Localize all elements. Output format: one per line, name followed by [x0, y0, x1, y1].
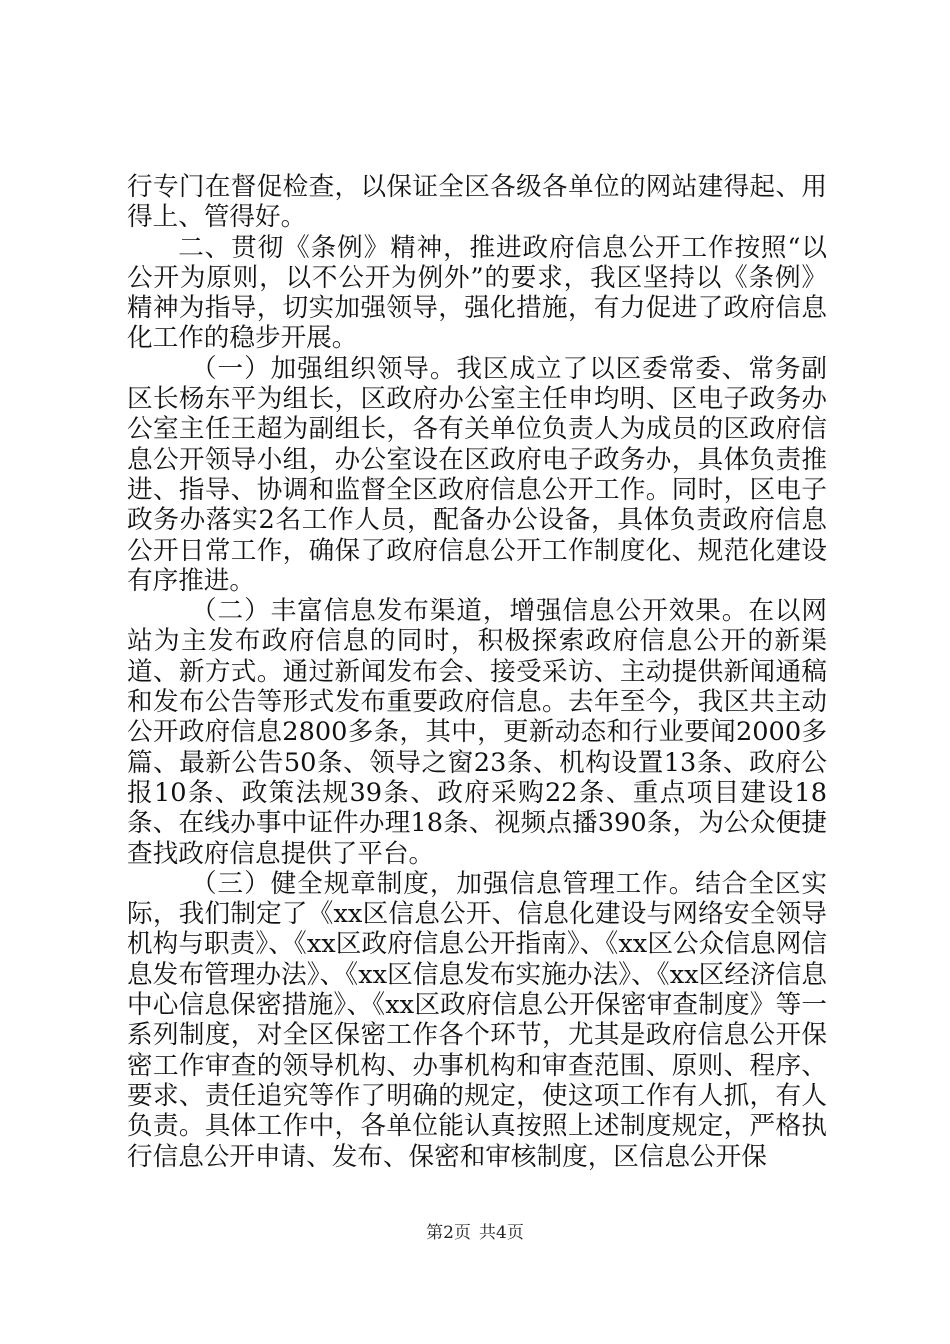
- paragraph-item-one: （一）加强组织领导。我区成立了以区委常委、常务副区长杨东平为组长，区政府办公室主任申均明、区电子政务办公室主任王超为副组长，各有关单位负责人为成员的区政府信息公开领导小组，办公室设在区政府电子政务办，具体负责推进、指导、协调和监督全区政府信息公开工作。同时，区电子政务办落实2名工作人员，配备办公设备，具体负责政府信息公开日常工作，确保了政府信息公开工作制度化、规范化建设有序推进。: [127, 353, 827, 596]
- page-number-total: 共4页: [479, 1223, 524, 1243]
- document-body: [127, 172, 827, 1172]
- page-number-current: 第2页: [426, 1223, 471, 1243]
- paragraph-section-two: 二、贯彻《条例》精神，推进政府信息公开工作按照“以公开为原则，以不公开为例外”的要求，我区坚持以《条例》精神为指导，切实加强领导，强化措施，有力促进了政府信息化工作的稳步开展。: [127, 232, 827, 354]
- paragraph-continuation: 行专门在督促检查，以保证全区各级各单位的网站建得起、用得上、管得好。: [127, 172, 827, 233]
- page-footer: [0, 1218, 950, 1243]
- paragraph-item-three: （三）健全规章制度，加强信息管理工作。结合全区实际，我们制定了《xx区信息公开、信息化建设与网络安全领导机构与职责》、《xx区政府信息公开指南》、《xx区公众信息网信息发布管理办法》、《xx区信息发布实施办法》、《xx区经济信息中心信息保密措施》、《xx区政府信息公开保密审查制度》等一系列制度，对全区保密工作各个环节，尤其是政府信息公开保密工作审查的领导机构、办事机构和审查范围、原则、程序、要求、责任追究等作了明确的规定，使这项工作有人抓，有人负责。具体工作中，各单位能认真按照上述制度规定，严格执行信息公开申请、发布、保密和审核制度，区信息公开保: [127, 868, 827, 1172]
- paragraph-item-two: （二）丰富信息发布渠道，增强信息公开效果。在以网站为主发布政府信息的同时，积极探索政府信息公开的新渠道、新方式。通过新闻发布会、接受采访、主动提供新闻通稿和发布公告等形式发布重要政府信息。去年至今，我区共主动公开政府信息2800多条，其中，更新动态和行业要闻2000多篇、最新公告50条、领导之窗23条、机构设置13条、政府公报10条、政策法规39条、政府采购22条、重点项目建设18条、在线办事中证件办理18条、视频点播390条，为公众便捷查找政府信息提供了平台。: [127, 596, 827, 869]
